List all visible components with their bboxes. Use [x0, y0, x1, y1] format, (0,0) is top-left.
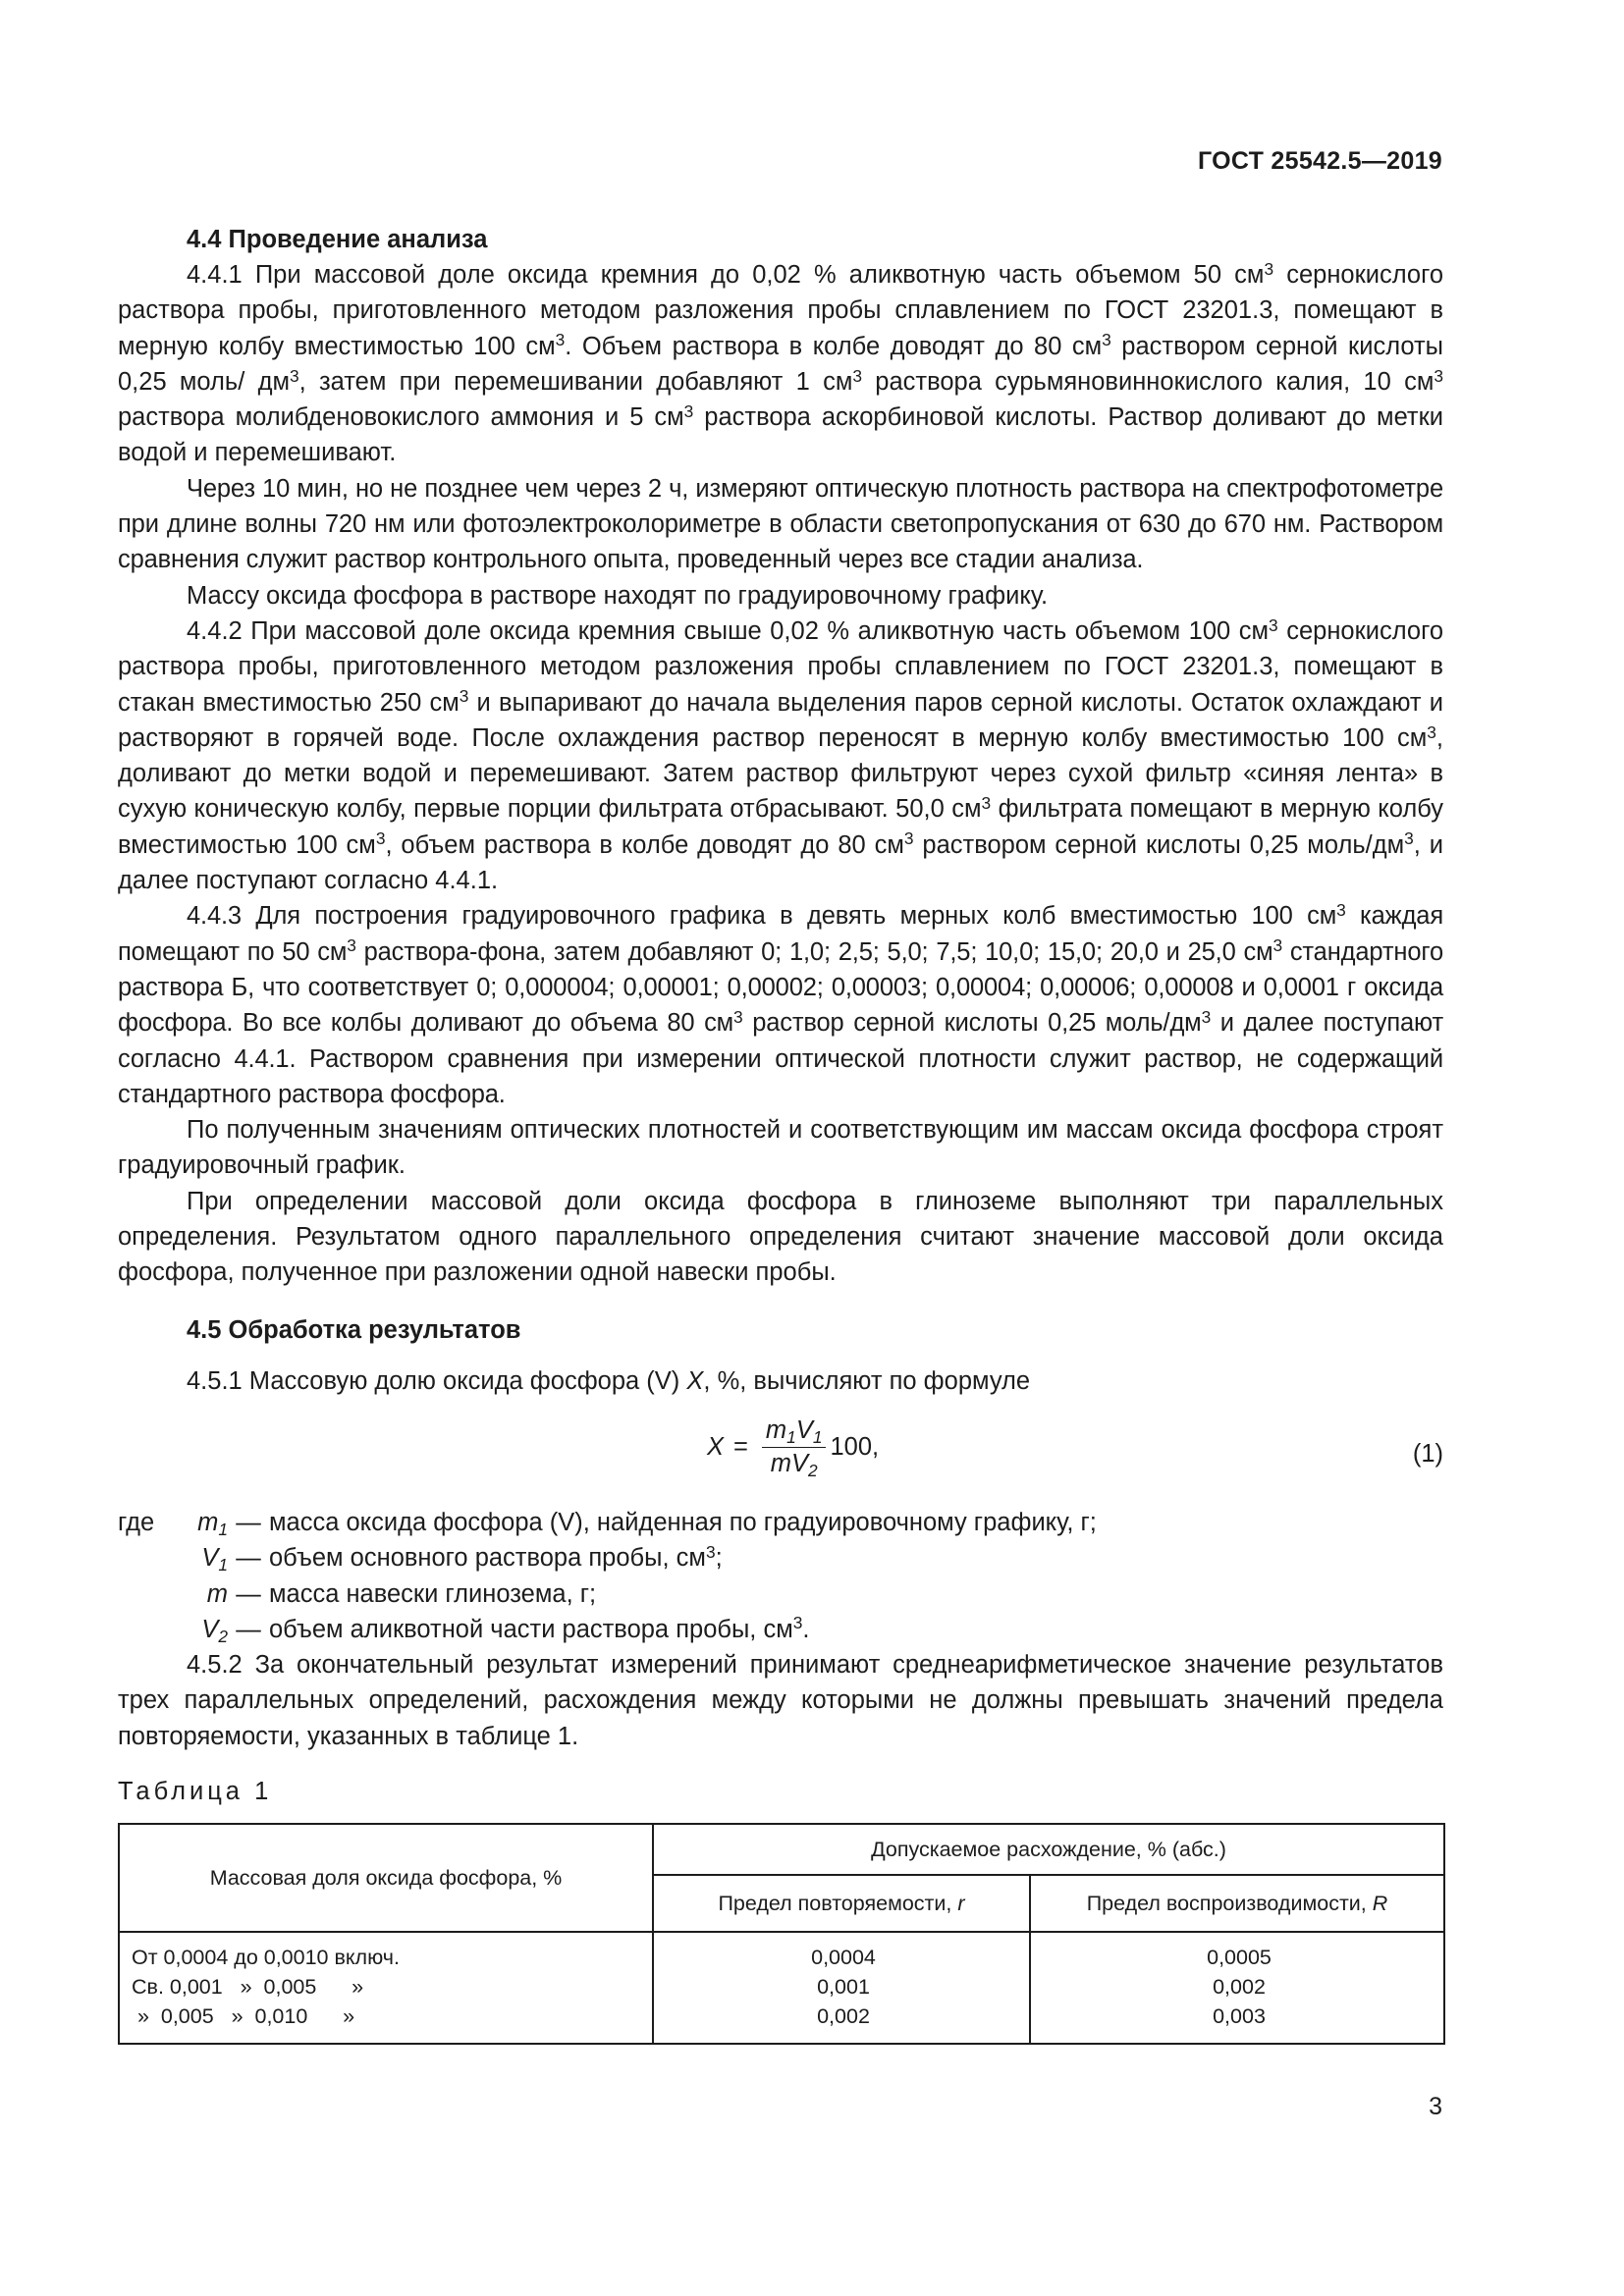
paragraph-4-5-2: 4.5.2 За окончательный результат измерений принимают среднеарифметическое значение результатов трех параллельных определений, расхождения между которыми не должны превышать значений предела повторяемости, указанных в таблице 1.: [118, 1651, 1443, 1750]
equation-number: (1): [1412, 1439, 1443, 1468]
paragraph-parallel: При определении массовой доли оксида фосфора в глиноземе выполняют три параллельных определения. Результатом одного параллельного определения считают значение массовой доли оксида фосфора, полученное при разложении одной навески пробы.: [118, 1187, 1443, 1287]
table-header-mass-fraction: Массовая доля оксида фосфора, %: [119, 1824, 653, 1932]
paragraph-calibration-note: Массу оксида фосфора в растворе находят по градуировочному графику.: [187, 581, 1049, 610]
table-header-reproducibility: Предел воспроизводимости, R: [1030, 1875, 1444, 1932]
paragraph-4-4-3: 4.4.3 Для построения градуировочного графика в девять мерных колб вместимостью 100 $см^3$ каждая помещают по 50 $см^3$ раствора-фона, затем добавляют 0; 1,0; 2,5; 5,0; 7,5; 10,0; 15,0; 20,0 и 25,0 $см^3$ стандартного раствора Б, что соответствует 0; 0,000004; 0,00001; 0,00002; 0,00003; 0,00004; 0,00006; 0,00008 и 0,0001 г оксида фосфора. Во все колбы доливают до объема 80 $см^3$ раствор серной кислоты 0,25 моль/$дм^3$ и далее поступают согласно 4.4.1. Раствором сравнения при измерении оптической плотности служит раствор, не содержащий стандартного раствора фосфора.: [118, 900, 1443, 1108]
table-value-r: 0,001: [817, 1974, 870, 1999]
table-cell-repeatability: [653, 1932, 1030, 2044]
definition-m: m — масса навески глинозема, г;: [206, 1579, 597, 1608]
page-content: [118, 222, 1443, 2045]
section-4-4-title: 4.4 Проведение анализа: [187, 226, 488, 253]
table-caption: Таблица 1: [118, 1777, 273, 1805]
formula: X = $\frac{m_1V_1}{mV_2}$ 100,: [707, 1415, 880, 1480]
paragraph-graph: По полученным значениям оптических плотностей и соответствующим им массам оксида фосфора строят градуировочный график.: [118, 1116, 1443, 1180]
table-cell-ranges: [119, 1932, 653, 2044]
table-value-R: 0,0005: [1207, 1945, 1272, 1969]
table-1: [118, 1823, 1445, 2045]
definition-v2: $V_2$ — объем аликвотной части раствора пробы, $см^3$.: [201, 1613, 810, 1646]
paragraph-measurement: Через 10 мин, но не позднее чем через 2 ч, измеряют оптическую плотность раствора на спектрофотометре при длине волны 720 нм или фотоэлектроколориметре в области светопропускания от 630 до 670 нм. Раствором сравнения служит раствор контрольного опыта, проведенный через все стадии анализа.: [118, 474, 1443, 574]
document-code-header: ГОСТ 25542.5—2019: [1197, 147, 1442, 175]
table-cell-reproducibility: [1030, 1932, 1444, 2044]
section-4-5-title: 4.5 Обработка результатов: [187, 1315, 521, 1344]
paragraph-4-4-1: 4.4.1 При массовой доле оксида кремния до 0,02 % аликвотную часть объемом 50 $см^3$ сернокислого раствора пробы, приготовленного методом разложения пробы сплавлением по ГОСТ 23201.3, помещают в мерную колбу вместимостью 100 $см^3$. Объем раствора в колбе доводят до 80 $см^3$ раствором серной кислоты 0,25 моль/ $дм^3$, затем при перемешивании добавляют 1 $см^3$ раствора сурьмяновиннокислого калия, 10 $см^3$ раствора молибденовокислого аммония и 5 $см^3$ раствора аскорбиновой кислоты. Раствор доливают до метки водой и перемешивают.: [118, 258, 1444, 467]
formula-fraction: $\frac{m_1V_1}{mV_2}$: [762, 1415, 827, 1480]
table-value-r: 0,002: [817, 2003, 870, 2028]
table-header-allowed-divergence: Допускаемое расхождение, % (абс.): [653, 1824, 1444, 1875]
table-row-range: От 0,0004 до 0,0010 включ.: [132, 1945, 400, 1969]
table-value-R: 0,002: [1213, 1974, 1266, 1999]
definition-v1: $V_1$ — объем основного раствора пробы, $см^3$;: [201, 1541, 723, 1575]
definition-m1: где $m_1$ — масса оксида фосфора (V), найденная по градуировочному графику, г;: [118, 1508, 1097, 1539]
table-header-repeatability: Предел повторяемости, r: [653, 1875, 1030, 1932]
table-row-range: » 0,005 » 0,010 »: [132, 2003, 355, 2028]
formula-definitions: [118, 1505, 1443, 1647]
paragraph-4-4-2: 4.4.2 При массовой доле оксида кремния свыше 0,02 % аликвотную часть объемом 100 $см^3$ сернокислого раствора пробы, приготовленного методом разложения пробы сплавлением по ГОСТ 23201.3, помещают в стакан вместимостью 250 $см^3$ и выпаривают до начала выделения паров серной кислоты. Остаток охлаждают и растворяют в горячей воде. После охлаждения раствор переносят в мерную колбу вместимостью 100 $см^3$, доливают до метки водой и перемешивают. Затем раствор фильтруют через сухой фильтр «синяя лента» в сухую коническую колбу, первые порции фильтрата отбрасывают. 50,0 $см^3$ фильтрата помещают в мерную колбу вместимостью 100 $см^3$, объем раствора в колбе доводят до 80 $см^3$ раствором серной кислоты 0,25 моль/$дм^3$, и далее поступают согласно 4.4.1.: [118, 614, 1444, 895]
table-row-range: Св. 0,001 » 0,005 »: [132, 1974, 364, 1999]
page-number: 3: [1429, 2093, 1442, 2120]
formula-block: [118, 1411, 1443, 1499]
paragraph-4-5-1: 4.5.1 Массовую долю оксида фосфора (V) X, %, вычисляют по формуле: [187, 1366, 1031, 1395]
table-value-r: 0,0004: [811, 1945, 876, 1969]
table-value-R: 0,003: [1213, 2003, 1266, 2028]
